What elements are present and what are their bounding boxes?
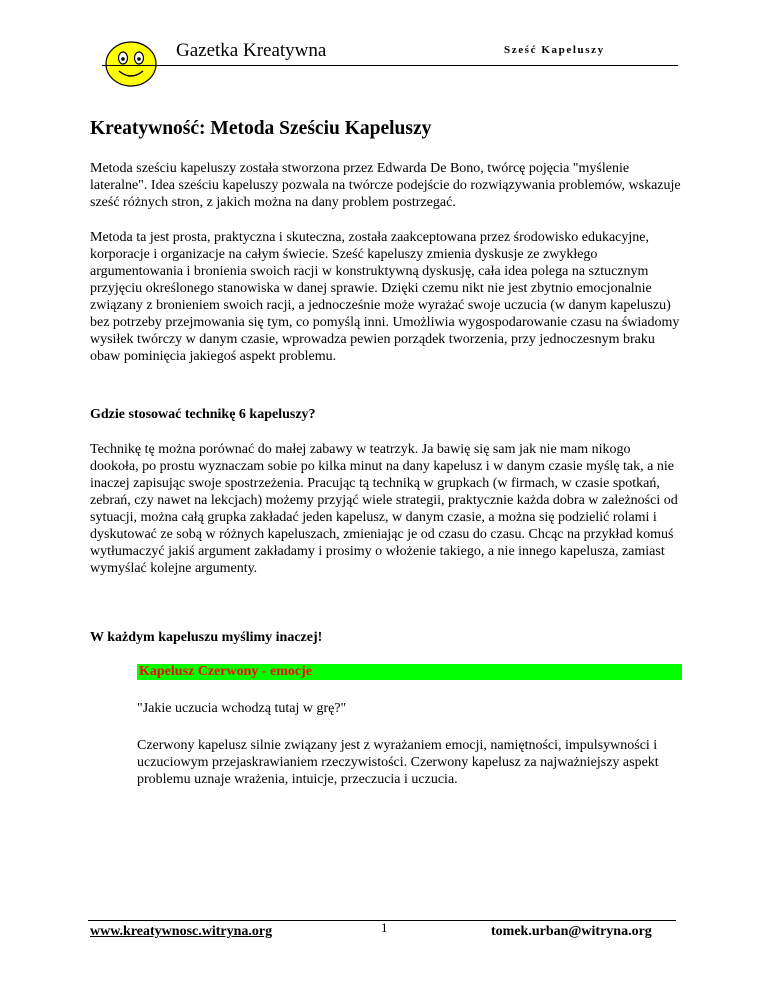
hat-red-question: "Jakie uczucia wchodzą tutaj w grę?" bbox=[137, 701, 347, 716]
footer-website-link[interactable]: www.kreatywnosc.witryna.org bbox=[90, 924, 273, 939]
header-divider bbox=[102, 65, 678, 66]
page-number: 1 bbox=[381, 920, 388, 935]
usage-paragraph: Technikę tę można porównać do małej zabawy w teatrzyk. Ja bawię się sam jak nie mam nikogo dookoła, po prostu wyznaczam sobie po kilka minut na dany kapelusz i w danym czasie myślę tak, a nie inaczej zapisując swoje spostrzeżenia. Pracując tą techniką w grupkach (w firmach, w czasie spotkań, zebrań, czy nawet na lekcjach) możemy przyjąć wiele strategii, praktycznie każda dobra w zależności od sytuacji, można całą grupka zakładać jeden kapelusz, w danym czasie, a można się podzielić rolami i dyskutować ze sobą w różnych kapeluszach, zmieniając je od czasu do czasu. Chcąc na przykład komuś wytłumaczyć jakiś argument zakładamy i prosimy o włożenie takiego, a nie innego kapelusza, zamiast wymyślać kolejne argumenty. bbox=[90, 442, 678, 576]
article-title: Kreatywność: Metoda Sześciu Kapeluszy bbox=[90, 118, 432, 139]
hat-red-description: Czerwony kapelusz silnie związany jest z wyrażaniem emocji, namiętności, impulsywności i uczuciowym przejaskrawianiem rzeczywistości. Czerwony kapelusz za najważniejszy aspekt problemu uznaje wrażenia, intuicje, przeczucia i uczucia. bbox=[137, 738, 659, 787]
header-section-label: Sześć Kapeluszy bbox=[504, 44, 605, 56]
hat-red-label: Kapelusz Czerwony - emocje bbox=[137, 664, 682, 680]
intro-paragraph-2: Metoda ta jest prosta, praktyczna i skuteczna, została zaakceptowana przez środowisko edukacyjne, korporacje i organizacje na całym świecie. Sześć kapeluszy zmienia dyskusje ze zwykłego argumentowania i bronienia swoich racji w konstruktywną dyskusję, cała idea polega na sztucznym przyjęciu określonego stanowiska w danej sprawie. Dzięki czemu nikt nie jest zbytnio emocjonalnie związany z bronieniem swoich racji, a jednocześnie może wyrażać swoje uczucia (w danym kapeluszu) bez potrzeby przejmowania się tym, co pomyślą inni. Umożliwia wygospodarowanie czasu na świadomy wysiłek twórczy w danym czasie, wprowadza pewien porządek tworzenia, przy jednoczesnym braku obaw pominięcia jakiegoś aspekt problemu. bbox=[90, 230, 680, 364]
hat-red-block bbox=[137, 664, 682, 788]
header-title: Gazetka Kreatywna bbox=[176, 40, 327, 61]
footer-email: tomek.urban@witryna.org bbox=[491, 924, 652, 939]
smiley-face-icon bbox=[104, 40, 158, 88]
intro-paragraph-1: Metoda sześciu kapeluszy została stworzona przez Edwarda De Bono, twórcę pojęcia "myślenie lateralne". Idea sześciu kapeluszy pozwala na twórcze podejście do rozwiązywania problemów, wskazuje sześć różnych stron, z jakich można na dany problem postrzegać. bbox=[90, 161, 681, 210]
section-heading-hats: W każdym kapeluszu myślimy inaczej! bbox=[90, 630, 323, 645]
section-heading-usage: Gdzie stosować technikę 6 kapeluszy? bbox=[90, 407, 316, 422]
article-content bbox=[90, 118, 682, 806]
